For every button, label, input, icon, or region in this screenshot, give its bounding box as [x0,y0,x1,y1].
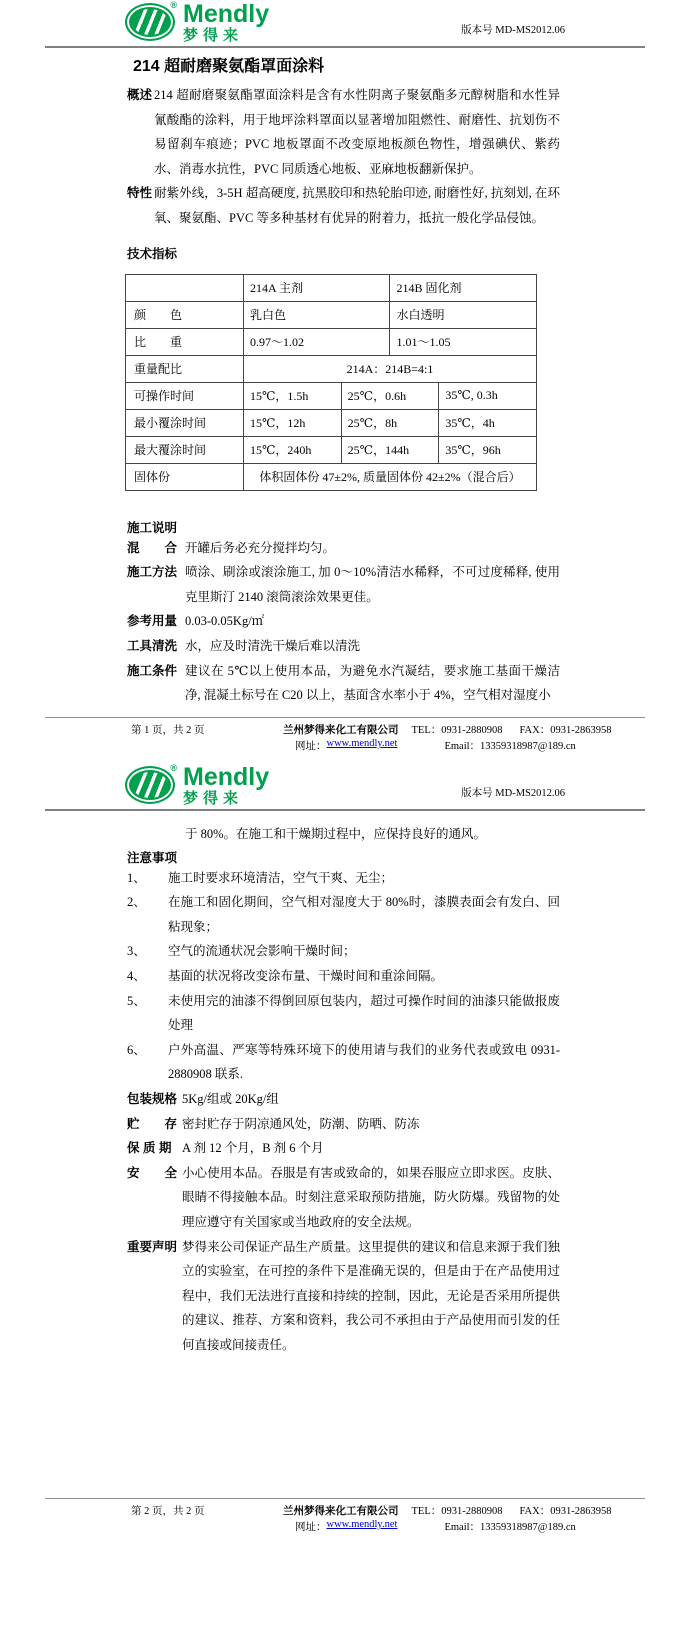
overview-text: 214 超耐磨聚氨酯罩面涂料是含有水性阴离子聚氨酯多元醇树脂和水性异氰酸酯的涂料，用于地坪涂料罩面以显著增加阻燃性、耐磨性、抗划伤不易留刹车痕迹；PVC 地板罩面不改变原地板颜色物性，增强碘伏、紫药水、消毒水抗性，PVC 同质透心地板、亚麻地板翻新保护。 [154,88,560,176]
statement-text: 梦得来公司保证产品生产质量。这里提供的建议和信息来源于我们独立的实验室，在可控的条件下是准确无误的，但是由于在产品使用过程中，我们无法进行直接和持续的控制，因此，无论是否采用所提供的建议、推荐、方案和资料，我公司不承担由于产品使用而引发的任何直接或间接责任。 [182,1239,560,1352]
table-header-214b: 214B 固化剂 [390,274,537,301]
page2-footer [0,1498,687,1534]
website-link[interactable]: www.mendly.net [326,738,398,749]
dosage-text: 0.03-0.05Kg/㎡ [185,614,265,629]
note-number: 3、 [127,944,146,959]
brand-logo [125,765,269,806]
pot-row-25c: 25℃，0.6h [341,382,439,409]
shelf-life-label: 保 质 期 [127,1141,172,1156]
ratio-row-value: 214A：214B=4:1 [244,355,537,382]
color-row-b: 水白透明 [390,301,537,328]
page-number: 第 1 页，共 2 页 [131,725,205,736]
brand-logo-text [183,765,269,806]
conditions-continuation: 于 80%。在施工和干燥期过程中，应保持良好的通风。 [185,827,487,841]
cleaning-label: 工具清洗 [127,638,178,653]
dosage-item [127,609,560,634]
packing-text: 5Kg/组或 20Kg/组 [182,1091,279,1106]
telephone: TEL：0931-2880908 [411,725,503,736]
telephone: TEL：0931-2880908 [411,1506,503,1517]
packing-item [127,1087,560,1112]
note-text: 未使用完的油漆不得倒回原包装内，超过可操作时间的油漆只能做报废处理 [168,993,560,1033]
note-item-3 [127,939,560,964]
fax: FAX：0931-2863958 [519,725,612,736]
brand-logo-text [183,2,269,43]
registered-trademark-icon: ® [170,763,177,773]
page1-header [0,0,687,43]
note-text: 户外高温、严寒等特殊环境下的使用请与我们的业务代表或致电 0931-2880908 联系. [168,1042,560,1082]
page2-header [0,763,687,806]
max-row-15c: 15℃，240h [244,436,342,463]
registered-trademark-icon: ® [170,0,177,10]
note-number: 6、 [127,1042,146,1057]
header-divider [45,809,645,811]
table-row-gravity [126,328,537,355]
company-name: 兰州梦得来化工有限公司 [283,1506,399,1517]
max-row-35c: 35℃，96h [439,436,537,463]
features-text: 耐紫外线，3-5H 超高硬度, 抗黑胶印和热轮胎印迹, 耐磨性好, 抗刻划, 在环氧、聚氨酯、PVC 等多种基材有优异的附着力，抵抗一般化学品侵蚀。 [154,186,560,225]
max-row-label: 最大覆涂时间 [126,436,244,463]
conditions-label: 施工条件 [127,663,178,678]
solids-row-value: 体积固体份 47±2%, 质量固体份 42±2%（混合后） [244,463,537,490]
min-row-label: 最小覆涂时间 [126,409,244,436]
mixing-text: 开罐后务必充分搅拌均匀。 [185,540,336,555]
brand-name-cn: 梦得来 [183,790,244,807]
storage-text: 密封贮存于阴凉通风处，防潮、防晒、防冻 [182,1116,420,1131]
dosage-label: 参考用量 [127,614,178,629]
table-row-pot-life [126,382,537,409]
table-row-solids [126,463,537,490]
note-number: 5、 [127,993,146,1008]
pot-row-35c: 35℃, 0.3h [439,382,537,409]
tech-spec-heading: 技术指标 [127,246,178,261]
pot-row-15c: 15℃，1.5h [244,382,342,409]
logo-ellipse-icon [125,3,175,41]
pot-row-label: 可操作时间 [126,382,244,409]
gravity-row-b: 1.01～1.05 [390,328,537,355]
logo-stripes-icon [132,9,168,35]
method-text: 喷涂、刷涂或滚涂施工, 加 0～10%清洁水稀释，不可过度稀释, 使用克里斯汀 2140 滚筒滚涂效果更佳。 [185,565,560,604]
storage-item [127,1112,560,1137]
version-label: 版本号 MD-MS2012.06 [461,25,565,36]
color-row-label: 颜 色 [126,301,244,328]
company-name: 兰州梦得来化工有限公司 [283,725,399,736]
packing-label: 包装规格 [127,1091,178,1106]
note-item-2 [127,890,560,939]
max-row-25c: 25℃，144h [341,436,439,463]
website-link[interactable]: www.mendly.net [326,1519,398,1530]
table-row-ratio [126,355,537,382]
version-label: 版本号 MD-MS2012.06 [461,788,565,799]
note-item-6 [127,1038,560,1087]
brand-name-cn: 梦得来 [183,27,244,44]
min-row-35c: 35℃，4h [439,409,537,436]
ratio-row-label: 重量配比 [126,355,244,382]
safety-item [127,1161,560,1235]
website-label: 网址： [295,1522,327,1533]
table-row-color [126,301,537,328]
method-item [127,560,560,609]
brand-name-en: Mendly [183,0,270,28]
overview-section [127,83,560,181]
table-row-max-recoat [126,436,537,463]
logo-ellipse-icon [125,766,175,804]
gravity-row-label: 比 重 [126,328,244,355]
brand-logo [125,2,269,43]
logo-stripes-icon [132,772,168,798]
conditions-text: 建议在 5℃以上使用本品，为避免水汽凝结，要求施工基面干燥洁净, 混凝土标号在 C20 以上，基面含水率小于 4%，空气相对湿度小 [185,663,560,703]
statement-label: 重要声明 [127,1239,178,1254]
table-header-214a: 214A 主剂 [244,274,390,301]
cleaning-text: 水，应及时清洗干燥后难以清洗 [185,638,361,653]
color-row-a: 乳白色 [244,301,390,328]
tech-spec-table [125,274,537,491]
note-item-4 [127,964,560,989]
notes-heading: 注意事项 [127,850,178,865]
fax: FAX：0931-2863958 [519,1506,612,1517]
cleaning-item [127,634,560,659]
table-row-min-recoat [126,409,537,436]
page2-content [0,822,687,1357]
min-row-25c: 25℃，8h [341,409,439,436]
storage-label: 贮 存 [127,1116,178,1131]
footer-row-2 [0,1518,687,1534]
website-label: 网址： [295,741,327,752]
page-number: 第 2 页，共 2 页 [131,1506,205,1517]
footer-row-1 [0,718,687,737]
brand-logo-mark [125,765,177,803]
document-title: 214 超耐磨聚氨酯罩面涂料 [133,58,325,75]
page-1 [0,0,687,763]
page-2 [0,763,687,1638]
page1-content [0,53,687,708]
page1-footer [0,717,687,753]
conditions-item [127,659,560,708]
features-label: 特性 [127,186,153,201]
footer-row-2 [0,737,687,753]
shelf-life-text: A 剂 12 个月，B 剂 6 个月 [182,1141,324,1156]
mixing-label: 混 合 [127,540,178,555]
email: Email：13359318987@189.cn [444,741,576,752]
email: Email：13359318987@189.cn [444,1522,576,1533]
note-text: 空气的流通状况会影响干燥时间； [168,944,356,959]
header-divider [45,46,645,48]
note-number: 2、 [127,895,146,910]
note-item-1 [127,866,560,891]
brand-name-en: Mendly [183,763,270,791]
table-header-row [126,274,537,301]
note-item-5 [127,989,560,1038]
note-number: 1、 [127,870,146,885]
table-header-empty-cell [126,274,244,301]
min-row-15c: 15℃，12h [244,409,342,436]
note-text: 施工时要求环境清洁，空气干爽、无尘； [168,870,394,885]
solids-row-label: 固体份 [126,463,244,490]
note-text: 在施工和固化期间，空气相对湿度大于 80%时，漆膜表面会有发白、回粘现象； [168,895,560,934]
overview-label: 概述 [127,88,153,102]
note-number: 4、 [127,968,146,983]
footer-row-1 [0,1499,687,1518]
brand-logo-mark [125,2,177,40]
gravity-row-a: 0.97～1.02 [244,328,390,355]
method-label: 施工方法 [127,565,178,580]
note-text: 基面的状况将改变涂布量、干燥时间和重涂间隔。 [168,968,444,983]
construction-heading: 施工说明 [127,520,178,535]
safety-label: 安 全 [127,1165,178,1180]
shelf-life-item [127,1136,560,1161]
mixing-item [127,536,560,561]
safety-text: 小心使用本品。吞服是有害或致命的，如果吞服应立即求医。皮肤、眼睛不得接触本品。时刻注意采取预防措施，防火防爆。残留物的处理应遵守有关国家或当地政府的安全法规。 [182,1165,560,1229]
statement-item [127,1235,560,1358]
features-section [127,181,560,230]
